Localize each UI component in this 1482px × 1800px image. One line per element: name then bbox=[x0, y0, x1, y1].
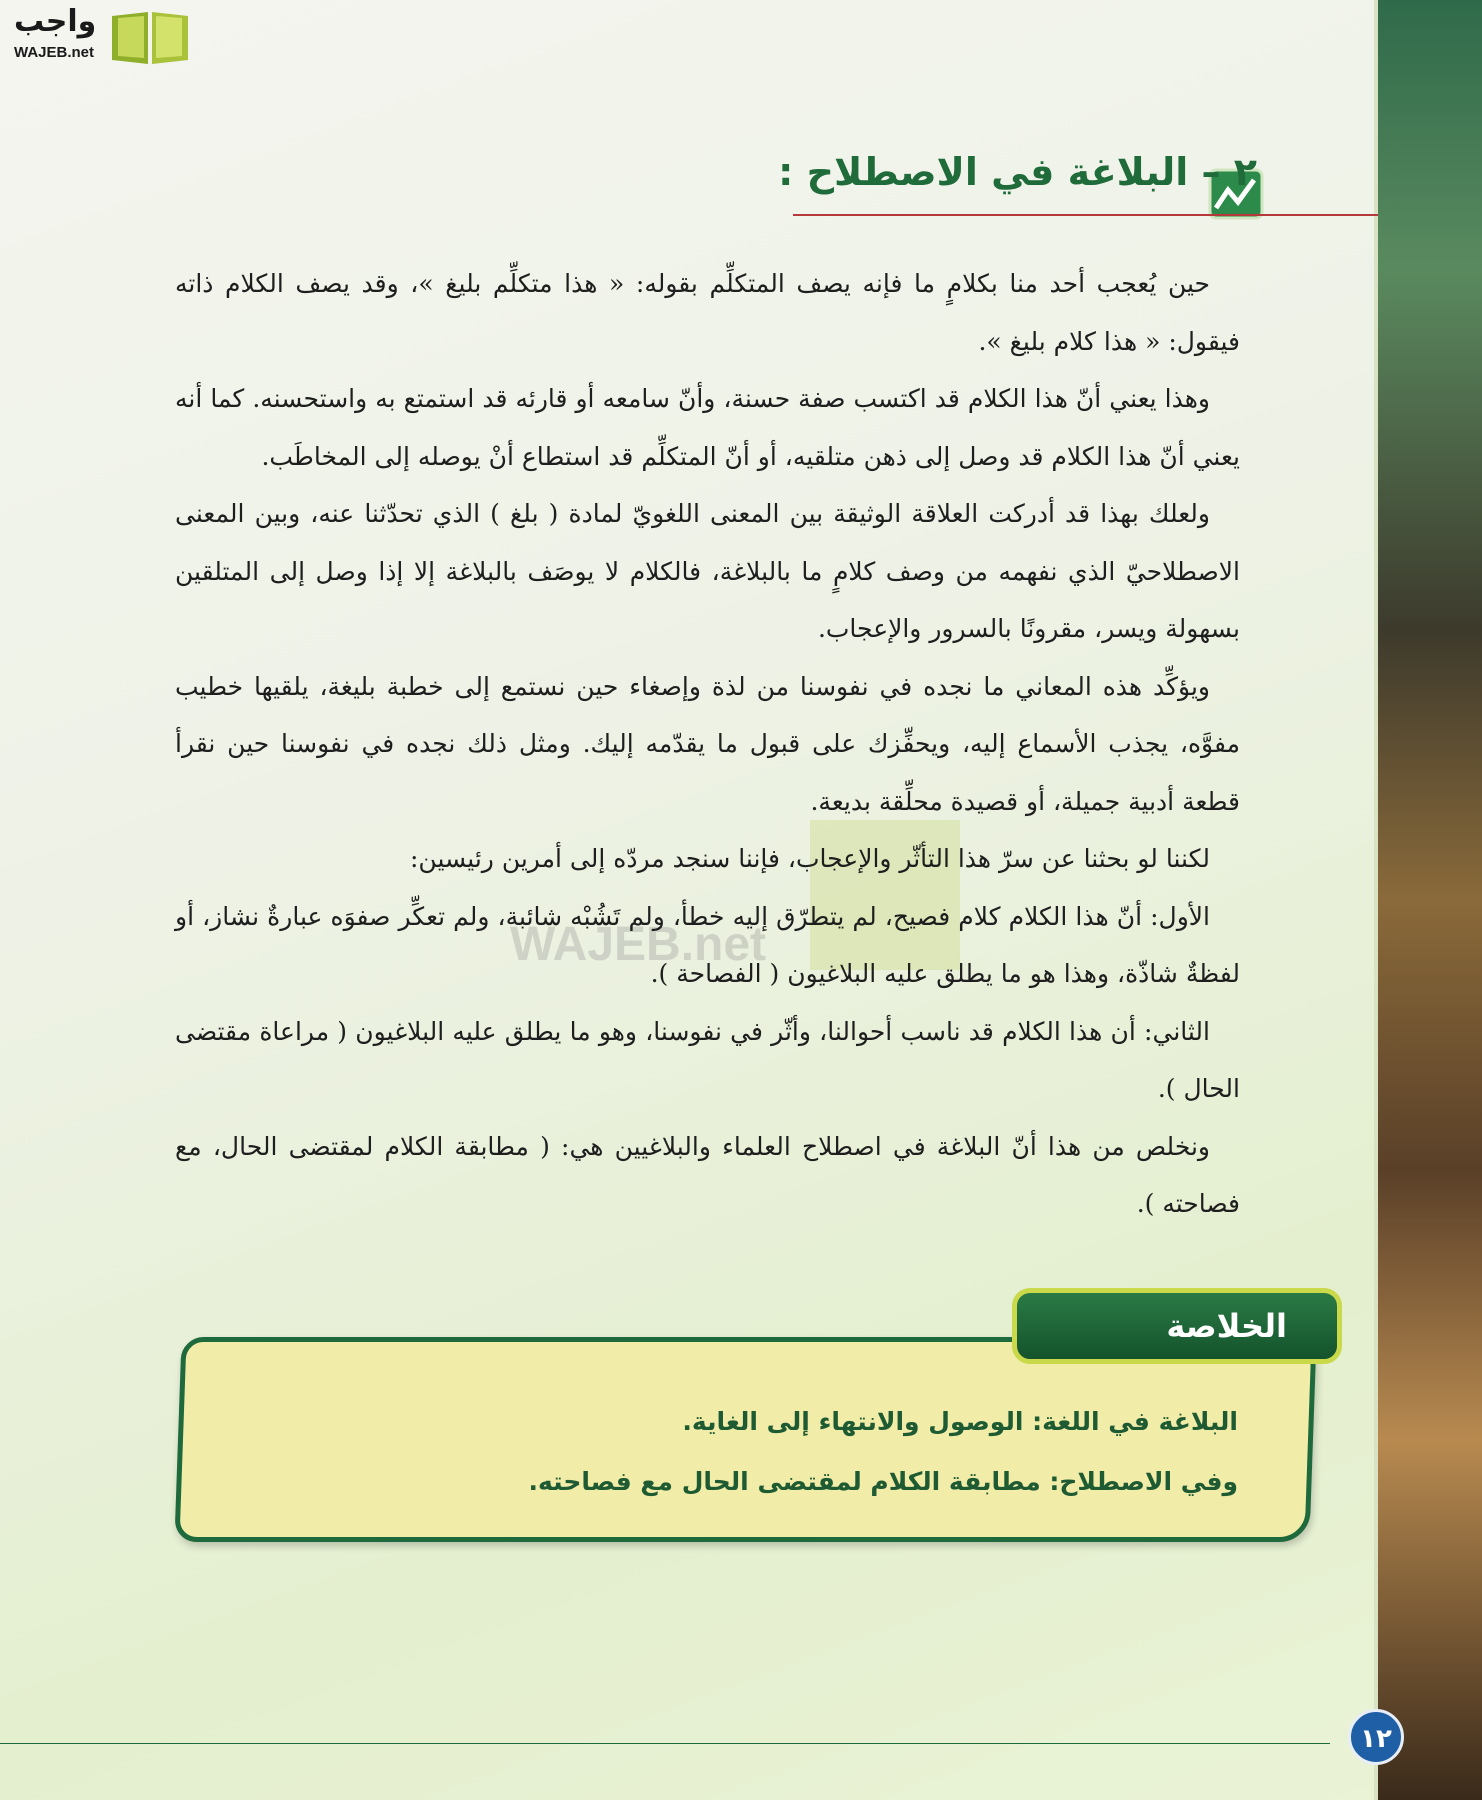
paragraph: ويؤكِّد هذه المعاني ما نجده في نفوسنا من لذة وإصغاء حين نستمع إلى خطبة بليغة، يلقيها خطيب مفوَّه، يجذب الأسماع إليه، ويحفِّزك على قبول ما يقدّمه إليك. ومثل ذلك نجده في نفوسنا حين نقرأ قطعة أدبية جميلة، أو قصيدة محلِّقة بديعة. bbox=[175, 671, 1240, 816]
paragraph: الثاني: أن هذا الكلام قد ناسب أحوالنا، وأثّر في نفوسنا، وهو ما يطلق عليه البلاغيون ( مراعاة مقتضى الحال ). bbox=[175, 1016, 1240, 1103]
summary-title: الخلاصة bbox=[1012, 1288, 1342, 1364]
footer-divider bbox=[0, 1743, 1330, 1744]
book-icon bbox=[108, 8, 192, 66]
paragraph: لكننا لو بحثنا عن سرّ هذا التأثّر والإعجاب، فإننا سنجد مردّه إلى أمرين رئيسين: bbox=[410, 844, 1210, 873]
page-number: ١٢ bbox=[1348, 1709, 1404, 1765]
heading-underline bbox=[793, 214, 1378, 216]
summary-line: وفي الاصطلاح: مطابقة الكلام لمقتضى الحال مع فصاحته. bbox=[528, 1467, 1238, 1496]
summary-line: البلاغة في اللغة: الوصول والانتهاء إلى الغاية. bbox=[682, 1407, 1238, 1436]
paragraph: ولعلك بهذا قد أدركت العلاقة الوثيقة بين المعنى اللغويّ لمادة ( بلغ ) الذي تحدّثنا عنه، وبين المعنى الاصطلاحيّ الذي نفهمه من وصف كلامٍ ما بالبلاغة، فالكلام لا يوصَف بالبلاغة إلا إذا وصل إلى المتلقين بسهولة ويسر، مقرونًا بالسرور والإعجاب. bbox=[175, 499, 1240, 643]
logo-latin-text: WAJEB.net bbox=[14, 44, 95, 61]
summary-content bbox=[528, 1392, 1238, 1512]
paragraph: وهذا يعني أنّ هذا الكلام قد اكتسب صفة حسنة، وأنّ سامعه أو قارئه قد استمتع به واستحسنه. كما أنه يعني أنّ هذا الكلام قد وصل إلى ذهن متلقيه، أو أنّ المتكلِّم قد استطاع أنْ يوصله إلى المخاطَب. bbox=[175, 384, 1240, 471]
side-image-border bbox=[1374, 0, 1378, 1800]
paragraph: حين يُعجب أحد منا بكلامٍ ما فإنه يصف المتكلِّم بقوله: « هذا متكلِّم بليغ »، وقد يصف الكلام ذاته فيقول: « هذا كلام بليغ ». bbox=[175, 269, 1240, 356]
article-body bbox=[175, 255, 1240, 1233]
wajeb-logo bbox=[8, 4, 190, 68]
logo-arabic-text: واجب bbox=[14, 4, 97, 39]
paragraph: الأول: أنّ هذا الكلام كلام فصيح، لم يتطرّق إليه خطأ، ولم تَشُبْه شائبة، ولم تعكِّر صفوَه عبارةٌ نشاز، أو لفظةٌ شاذّة، وهذا هو ما يطلق عليه البلاغيون ( الفصاحة ). bbox=[175, 901, 1240, 988]
paragraph: ونخلص من هذا أنّ البلاغة في اصطلاح العلماء والبلاغيين هي: ( مطابقة الكلام لمقتضى الحال، مع فصاحته ). bbox=[175, 1131, 1240, 1218]
svg-text:WAJEB.net: WAJEB.net bbox=[510, 918, 767, 971]
decorative-side-image bbox=[1378, 0, 1482, 1800]
section-heading: ٢ – البلاغة في الاصطلاح : bbox=[778, 150, 1257, 194]
